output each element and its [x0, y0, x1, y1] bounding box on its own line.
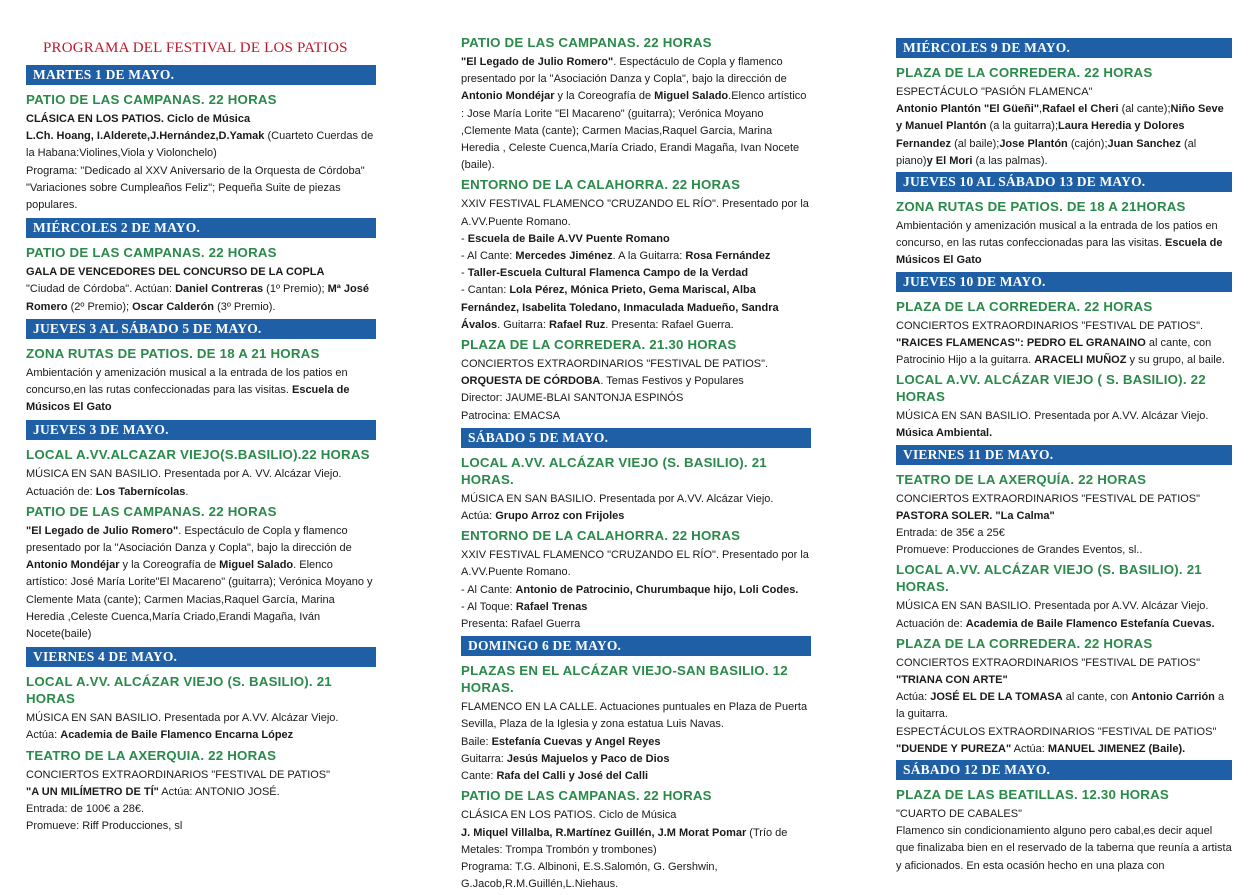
- event-text: CONCIERTOS EXTRAORDINARIOS "FESTIVAL DE PATIOS" PASTORA SOLER. "La Calma" Entrada: de 35€ a 25€ Promueve: Producciones de Grandes Eventos, sl..: [896, 492, 1201, 557]
- venue-heading: ZONA RUTAS DE PATIOS. DE 18 A 21 HORAS: [26, 345, 320, 361]
- event-text: MÚSICA EN SAN BASILIO. Presentada por A.VV. Alcázar Viejo. Actúa: Academia de Baile Flamenco Encarna López: [26, 712, 339, 742]
- venue-heading: PLAZA DE LA CORREDERA. 21.30 HORAS: [461, 337, 737, 353]
- performers: L.Ch. Hoang, I.Alderete,J.Hernández,D.Yamak: [26, 130, 265, 143]
- day-header: JUEVES 3 AL SÁBADO 5 DE MAYO.: [26, 319, 376, 339]
- event-text: Ambientación y amenización musical a la entrada de los patios en concurso, en las rutas confeccionadas para las visitas. Escuela de Músicos El Gato: [896, 220, 1223, 267]
- day-header: MIÉRCOLES 2 DE MAYO.: [26, 218, 376, 238]
- venue-heading: LOCAL A.VV. ALCÁZAR VIEJO (S. BASILIO). 21 HORAS.: [461, 454, 767, 487]
- event-text: CONCIERTOS EXTRAORDINARIOS "FESTIVAL DE PATIOS". "RAICES FLAMENCAS": PEDRO EL GRANAINO al cante, con Patrocinio Hijo a la guitarra. ARACELI MUÑOZ y su grupo, al baile.: [896, 319, 1225, 367]
- event-text: MÚSICA EN SAN BASILIO. Presentada por A.VV. Alcázar Viejo. Actúa: Grupo Arroz con Frijoles: [461, 492, 774, 523]
- event-text: "CUARTO DE CABALES" Flamenco sin condicionamiento alguno pero cabal,es decir aquel que finalizaba bien en el reservado de la taberna que reunía a artista y aficionados. En esta ocasión hecho en una plaza con: [896, 808, 1232, 872]
- event-text: FLAMENCO EN LA CALLE. Actuaciones puntuales en Plaza de Puerta Sevilla, Plaza de la Iglesia y zona estatua Luis Navas. Baile: Estefanía Cuevas y Angel Reyes Guitarra: Jesús Majuelos y Paco de Dios Cante: Rafa del Calli y José del Calli: [461, 701, 808, 783]
- venue-heading: PATIO DE LAS CAMPANAS. 22 HORAS: [461, 35, 712, 50]
- venue-heading: PATIO DE LAS CAMPANAS. 22 HORAS: [26, 503, 277, 519]
- venue-heading: PATIO DE LAS CAMPANAS. 22 HORAS: [26, 92, 277, 107]
- day-header: VIERNES 11 DE MAYO.: [896, 445, 1232, 465]
- venue-heading: PLAZA DE LA CORREDERA. 22 HORAS: [896, 298, 1153, 314]
- venue-heading: ENTORNO DE LA CALAHORRA. 22 HORAS: [461, 177, 741, 193]
- event-text: CONCIERTOS EXTRAORDINARIOS "FESTIVAL DE PATIOS" "A UN MILÍMETRO DE TÍ" Actúa: ANTONIO JOSÉ. Entrada: de 100€ a 28€. Promueve: Riff Producciones, sl: [26, 768, 331, 833]
- event-text: XXIV FESTIVAL FLAMENCO "CRUZANDO EL RÍO". Presentado por la A.VV.Puente Romano. - Escuela de Baile A.VV Puente Romano - Al Cante: Mercedes Jiménez. A la Guitarra: Rosa Fernández - Taller-Escuela Cultural Flamenca Campo de la Verdad - Cantan: Lola Pérez, Mónica Prieto, Gema Mariscal, Alba Fernández, Isabelita Toledano, Inmaculada Madueño, Sandra Ávalos. Guitarra: Rafael Ruz. Presenta: Rafael Guerra.: [461, 198, 809, 331]
- column-1: [26, 0, 376, 837]
- venue-heading: LOCAL A.VV. ALCÁZAR VIEJO (S. BASILIO). 21 HORAS.: [896, 562, 1202, 595]
- day-header: DOMINGO 6 DE MAYO.: [461, 636, 811, 656]
- column-2: [461, 34, 811, 895]
- venue-heading: ENTORNO DE LA CALAHORRA. 22 HORAS: [461, 528, 741, 544]
- venue-heading: TEATRO DE LA AXERQUIA. 22 HORAS: [26, 747, 277, 763]
- event-text: Ambientación y amenización musical a la entrada de los patios en concurso,en las rutas confeccionadas para las visitas. Escuela de Músicos El Gato: [26, 366, 350, 414]
- program-text: Programa: "Dedicado al XXV Aniversario de la Orquesta de Córdoba" "Variaciones sobre Cumpleaños Feliz"; Pequeña Suite de piezas populares.: [26, 164, 365, 212]
- venue-heading: PATIO DE LAS CAMPANAS. 22 HORAS: [461, 788, 712, 804]
- event-text: ESPECTÁCULO "PASIÓN FLAMENCA" Antonio Plantón "El Güeñi",Rafael el Cheri (al cante);Niño Seve y Manuel Plantón (a la guitarra);Laura Heredia y Dolores Fernandez (al baile);Jose Plantón (cajón);Juan Sanchez (al piano)y El Mori (a las palmas).: [896, 86, 1224, 167]
- venue-heading: PATIO DE LAS CAMPANAS. 22 HORAS: [26, 245, 277, 261]
- venue-heading: PLAZA DE LA CORREDERA. 22 HORAS: [896, 635, 1153, 651]
- event-text: XXIV FESTIVAL FLAMENCO "CRUZANDO EL RÍO". Presentado por la A.VV.Puente Romano. - Al Cante: Antonio de Patrocinio, Churumbaque hijo, Loli Codes. - Al Toque: Rafael Trenas Presenta: Rafael Guerra: [461, 549, 809, 631]
- venue-heading: LOCAL A.VV. ALCÁZAR VIEJO ( S. BASILIO). 22 HORAS: [896, 372, 1206, 405]
- event-text: CONCIERTOS EXTRAORDINARIOS "FESTIVAL DE PATIOS" "TRIANA CON ARTE" Actúa: JOSÉ EL DE LA TOMASA al cante, con Antonio Carrión a la guitarra. ESPECTÁCULOS EXTRAORDINARIOS "FESTIVAL DE PATIOS" "DUENDE Y PUREZA" Actúa: MANUEL JIMENEZ (Baile).: [896, 656, 1225, 755]
- day-header: SÁBADO 5 DE MAYO.: [461, 428, 811, 448]
- day-header: JUEVES 10 AL SÁBADO 13 DE MAYO.: [896, 172, 1232, 192]
- day-header: VIERNES 4 DE MAYO.: [26, 647, 376, 667]
- venue-heading: LOCAL A.VV.ALCAZAR VIEJO(S.BASILIO).22 HORAS: [26, 447, 370, 463]
- venue-heading: PLAZA DE LAS BEATILLAS. 12.30 HORAS: [896, 787, 1169, 803]
- day-header: MARTES 1 DE MAYO.: [26, 65, 376, 85]
- venue-heading: PLAZA DE LA CORREDERA. 22 HORAS: [896, 65, 1153, 80]
- event-title: CLÁSICA EN LOS PATIOS. Ciclo de Música: [26, 113, 251, 125]
- event-text: GALA DE VENCEDORES DEL CONCURSO DE LA COPLA "Ciudad de Córdoba". Actúan: Daniel Contreras (1º Premio); Mª José Romero (2º Premio); Oscar Calderón (3º Premio).: [26, 266, 370, 313]
- event-text: MÚSICA EN SAN BASILIO. Presentada por A.VV. Alcázar Viejo. Música Ambiental.: [896, 410, 1209, 440]
- event-text: MÚSICA EN SAN BASILIO. Presentada por A.VV. Alcázar Viejo. Actuación de: Academia de Baile Flamenco Estefanía Cuevas.: [896, 600, 1215, 630]
- day-header: JUEVES 3 DE MAYO.: [26, 420, 376, 440]
- event-text: "El Legado de Julio Romero". Espectáculo de Copla y flamenco presentado por la "Asociación Danza y Copla", bajo la dirección de Antonio Mondéjar y la Coreografía de Miguel Salado. Elenco artístico: José María Lorite"El Macareno" (guitarra); Verónica Moyano y Clemente Mata (cante); Carmen Macias,Raquel García, Marina Heredia ,Celeste Cuenca,María Criado,Erandi Magaña, Iván Nocete(baile): [26, 524, 373, 641]
- venue-heading: LOCAL A.VV. ALCÁZAR VIEJO (S. BASILIO). 21 HORAS: [26, 674, 332, 707]
- day-header: JUEVES 10 DE MAYO.: [896, 272, 1232, 292]
- day-header: SÁBADO 12 DE MAYO.: [896, 760, 1232, 780]
- column-3: [896, 38, 1232, 877]
- venue-heading: TEATRO DE LA AXERQUÍA. 22 HORAS: [896, 471, 1147, 487]
- program-title: PROGRAMA DEL FESTIVAL DE LOS PATIOS: [43, 40, 348, 56]
- event-text: MÚSICA EN SAN BASILIO. Presentada por A. VV. Alcázar Viejo. Actuación de: Los Tabernícolas.: [26, 468, 342, 498]
- event-text: "El Legado de Julio Romero". Espectáculo de Copla y flamenco presentado por la "Asociación Danza y Copla", bajo la dirección de Antonio Mondéjar y la Coreografía de Miguel Salado.Elenco artístico : Jose María Lorite "El Macareno" (guitarra); Verónica Moyano ,Clemente Mata (cante); Carmen Macias,Raquel Garcia, Marina Heredia , Celeste Cuenca,María Criado, Erandi Magaña, Ivan Nocete (baile).: [461, 56, 807, 172]
- venue-heading: ZONA RUTAS DE PATIOS. DE 18 A 21HORAS: [896, 199, 1186, 215]
- event-text: CLÁSICA EN LOS PATIOS. Ciclo de Música J. Miquel Villalba, R.Martínez Guillén, J.M Morat Pomar (Trío de Metales: Trompa Trombón y trombones) Programa: T.G. Albinoni, E.S.Salomón, G. Gershwin, G.Jacob,R.M.Guillén,L.Niehaus.: [461, 809, 788, 891]
- day-header: MIÉRCOLES 9 DE MAYO.: [896, 38, 1232, 58]
- event-text: CONCIERTOS EXTRAORDINARIOS "FESTIVAL DE PATIOS". ORQUESTA DE CÓRDOBA. Temas Festivos y Populares Director: JAUME-BLAI SANTONJA ESPINÓS Patrocina: EMACSA: [461, 358, 769, 422]
- venue-heading: PLAZAS EN EL ALCÁZAR VIEJO-SAN BASILIO. 12 HORAS.: [461, 663, 788, 696]
- event-text: CLÁSICA EN LOS PATIOS. Ciclo de Música L.Ch. Hoang, I.Alderete,J.Hernández,D.Yamak (Cuarteto Cuerdas de la Habana:Violines,Viola y Violonchelo) Programa: "Dedicado al XXV Aniversario de la Orquesta de Córdoba" "Variaciones sobre Cumpleaños Feliz"; Pequeña Suite de piezas populares.: [26, 113, 374, 212]
